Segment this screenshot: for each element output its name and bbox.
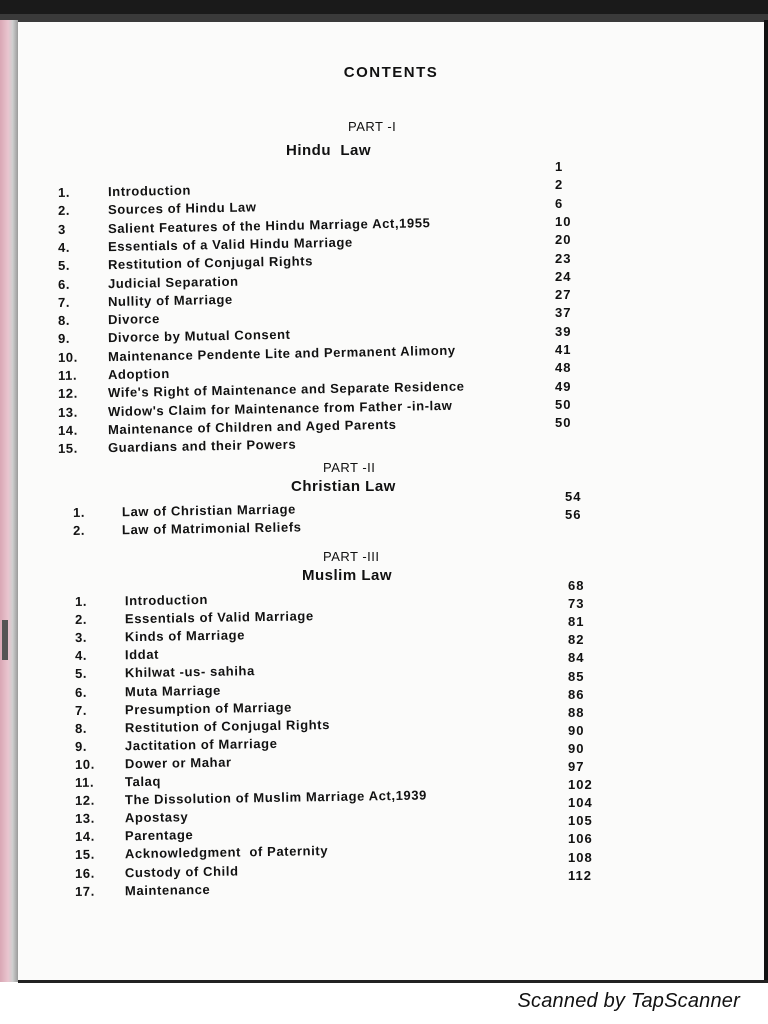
entry-title: Parentage: [124, 827, 194, 844]
page-number: 27: [555, 287, 572, 303]
part-2-label: PART -II: [323, 460, 376, 475]
scan-top-border: [0, 0, 768, 22]
entry-number: 4.: [57, 239, 71, 255]
entry-number: 5.: [57, 257, 71, 274]
entry-title: Sources of Hindu Law: [107, 199, 257, 218]
entry-number: 4.: [74, 648, 88, 664]
entry-number: 6.: [57, 276, 71, 292]
entry-title: Law of Christian Marriage: [121, 501, 297, 520]
entry-number: 2.: [72, 523, 86, 539]
entry-title: Restitution of Conjugal Rights: [107, 253, 314, 273]
part-3-title: Muslim Law: [302, 567, 393, 584]
entry-title: Introduction: [124, 591, 209, 609]
page-number: 106: [568, 831, 593, 847]
entry-number: 15.: [57, 440, 78, 457]
entry-number: 8.: [57, 312, 71, 329]
page-number: 50: [555, 415, 572, 431]
entry-title: Dower or Mahar: [124, 754, 232, 772]
entry-title: Iddat: [124, 646, 160, 663]
entry-number: 7.: [57, 294, 71, 310]
entry-title: Maintenance: [124, 881, 211, 898]
page-number: 104: [568, 795, 593, 811]
page-number: 86: [568, 686, 585, 702]
page-number: 1: [555, 159, 564, 174]
entry-title: Talaq: [124, 773, 162, 790]
page-number: 85: [568, 668, 585, 684]
entry-title: Divorce by Mutual Consent: [107, 327, 291, 346]
page-number: 41: [555, 342, 572, 357]
page-number: 48: [555, 360, 572, 376]
entry-number: 3.: [74, 629, 88, 646]
entry-number: 10.: [57, 349, 78, 365]
entry-number: 9.: [57, 331, 71, 347]
page-number: 73: [568, 596, 585, 612]
entry-number: 14.: [57, 422, 78, 438]
scanner-watermark: Scanned by TapScanner: [517, 990, 740, 1012]
entry-number: 15.: [74, 847, 95, 863]
entry-title: Maintenance of Children and Aged Parents: [107, 416, 397, 437]
part-3-label: PART -III: [323, 549, 380, 564]
entry-title: Kinds of Marriage: [124, 627, 246, 645]
page-number: 54: [565, 489, 582, 504]
page-number: 90: [568, 722, 585, 738]
entry-title: Khilwat -us- sahiha: [124, 663, 255, 681]
entry-title: Guardians and their Powers: [107, 436, 297, 456]
entry-title: Acknowledgment of Paternity: [124, 843, 329, 862]
entry-number: 6.: [74, 684, 88, 700]
page-number: 102: [568, 777, 593, 793]
entry-title: Custody of Child: [124, 862, 239, 880]
page-number: 2: [555, 177, 564, 193]
entry-title: The Dissolution of Muslim Marriage Act,1939: [124, 787, 428, 808]
entry-number: 11.: [57, 367, 78, 383]
entry-number: 7.: [74, 702, 88, 718]
entry-title: Essentials of a Valid Hindu Marriage: [107, 234, 353, 254]
entry-number: 1.: [74, 593, 88, 609]
entry-number: 2.: [74, 611, 88, 628]
entry-title: Widow's Claim for Maintenance from Father -in-law: [107, 397, 453, 419]
page-number: 105: [568, 813, 593, 829]
entry-number: 14.: [74, 828, 95, 845]
entry-title: Essentials of Valid Marriage: [124, 608, 314, 627]
page-number: 20: [555, 232, 572, 248]
entry-number: 1.: [57, 184, 71, 200]
entry-number: 9.: [74, 738, 88, 754]
entry-number: 2.: [57, 203, 71, 219]
page-number: 6: [555, 195, 564, 211]
page-number: 56: [565, 507, 582, 523]
page-number: 90: [568, 740, 585, 756]
entry-number: 8.: [74, 720, 88, 736]
page-number: 68: [568, 578, 585, 593]
entry-number: 12.: [74, 792, 95, 809]
page-number: 50: [555, 396, 572, 412]
entry-title: Restitution of Conjugal Rights: [124, 716, 331, 735]
scan-right-border: [764, 20, 768, 982]
page-number: 24: [555, 268, 572, 284]
entry-number: 13.: [74, 810, 95, 827]
entry-title: Adoption: [107, 365, 170, 383]
page-number: 10: [555, 213, 572, 229]
part-2-title: Christian Law: [291, 478, 396, 495]
entry-title: Nullity of Marriage: [107, 291, 233, 309]
entry-number: 16.: [74, 865, 95, 881]
contents-title: CONTENTS: [343, 64, 439, 81]
entry-number: 10.: [74, 756, 95, 772]
entry-title: Salient Features of the Hindu Marriage Act,1955: [107, 214, 431, 236]
entry-title: Jactitation of Marriage: [124, 735, 278, 754]
entry-title: Maintenance Pendente Lite and Permanent Alimony: [107, 342, 456, 364]
book-spine-edge: [0, 20, 18, 982]
entry-title: Judicial Separation: [107, 273, 239, 291]
page-number: 39: [555, 323, 572, 339]
entry-title: Law of Matrimonial Reliefs: [121, 519, 302, 538]
part-1-label: PART -I: [348, 119, 397, 134]
page-number: 82: [568, 632, 585, 648]
entry-title: Divorce: [107, 311, 161, 328]
entry-title: Apostasy: [124, 809, 189, 826]
entry-number: 3: [57, 221, 66, 237]
entry-number: 17.: [74, 883, 95, 899]
entry-number: 5.: [74, 666, 88, 682]
entry-title: Presumption of Marriage: [124, 699, 293, 717]
page-number: 88: [568, 704, 585, 720]
entry-title: Wife's Right of Maintenance and Separate Residence: [107, 378, 465, 401]
entry-number: 12.: [57, 385, 78, 402]
entry-title: Introduction: [107, 182, 192, 200]
page-number: 112: [568, 867, 592, 883]
part-1-title: Hindu Law: [286, 142, 371, 159]
page-number: 81: [568, 614, 585, 630]
page-number: 37: [555, 305, 572, 321]
page-number: 97: [568, 759, 585, 774]
entry-number: 13.: [57, 404, 78, 420]
page-number: 23: [555, 250, 572, 266]
entry-title: Muta Marriage: [124, 682, 222, 699]
entry-number: 1.: [72, 504, 86, 520]
page-number: 49: [555, 378, 572, 394]
contents-page: [18, 22, 764, 980]
entry-number: 11.: [74, 774, 95, 790]
page-number: 108: [568, 849, 593, 865]
page-number: 84: [568, 650, 585, 666]
